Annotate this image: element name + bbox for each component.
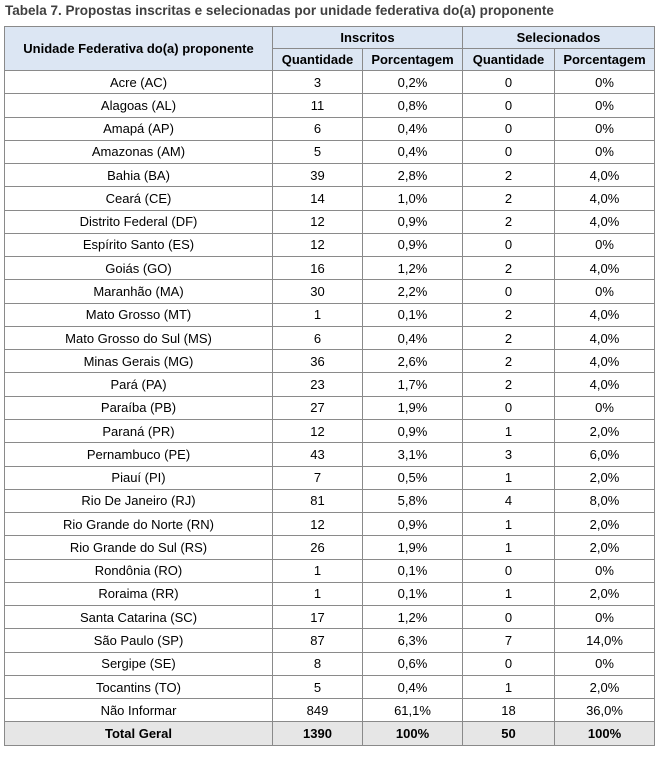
cell-uf: Amazonas (AM) [5, 140, 273, 163]
cell-inscritos-quantidade: 849 [273, 699, 363, 722]
cell-inscritos-quantidade: 1 [273, 559, 363, 582]
table-row [5, 582, 655, 605]
cell-selecionados-porcentagem: 0% [555, 233, 655, 256]
table-row [5, 489, 655, 512]
cell-inscritos-quantidade: 23 [273, 373, 363, 396]
proposals-table [4, 26, 655, 746]
cell-selecionados-quantidade: 2 [463, 187, 555, 210]
cell-selecionados-porcentagem: 4,0% [555, 373, 655, 396]
cell-inscritos-porcentagem: 1,2% [363, 606, 463, 629]
table-row [5, 629, 655, 652]
cell-inscritos-quantidade: 36 [273, 350, 363, 373]
cell-inscritos-quantidade: 16 [273, 257, 363, 280]
cell-uf: Rio Grande do Norte (RN) [5, 513, 273, 536]
cell-selecionados-porcentagem: 2,0% [555, 675, 655, 698]
cell-selecionados-porcentagem: 2,0% [555, 582, 655, 605]
cell-inscritos-porcentagem: 2,8% [363, 164, 463, 187]
cell-inscritos-porcentagem: 1,7% [363, 373, 463, 396]
cell-selecionados-porcentagem: 0% [555, 606, 655, 629]
cell-inscritos-porcentagem: 3,1% [363, 443, 463, 466]
table-row [5, 699, 655, 722]
cell-selecionados-porcentagem: 36,0% [555, 699, 655, 722]
cell-inscritos-porcentagem: 0,4% [363, 675, 463, 698]
cell-selecionados-quantidade: 2 [463, 210, 555, 233]
cell-inscritos-quantidade: 43 [273, 443, 363, 466]
cell-inscritos-porcentagem: 6,3% [363, 629, 463, 652]
cell-selecionados-quantidade: 7 [463, 629, 555, 652]
cell-inscritos-porcentagem: 0,4% [363, 117, 463, 140]
cell-selecionados-porcentagem: 8,0% [555, 489, 655, 512]
table-row [5, 466, 655, 489]
cell-uf: Sergipe (SE) [5, 652, 273, 675]
cell-inscritos-quantidade: 12 [273, 210, 363, 233]
table-row [5, 257, 655, 280]
cell-uf: Santa Catarina (SC) [5, 606, 273, 629]
cell-uf: Mato Grosso (MT) [5, 303, 273, 326]
table-row [5, 164, 655, 187]
cell-uf: Minas Gerais (MG) [5, 350, 273, 373]
cell-selecionados-porcentagem: 4,0% [555, 210, 655, 233]
table-row [5, 140, 655, 163]
cell-inscritos-quantidade: 87 [273, 629, 363, 652]
table-row [5, 396, 655, 419]
cell-inscritos-porcentagem: 0,5% [363, 466, 463, 489]
total-cell-selecionados-porcentagem: 100% [555, 722, 655, 745]
table-row [5, 210, 655, 233]
cell-uf: Rio Grande do Sul (RS) [5, 536, 273, 559]
cell-selecionados-porcentagem: 0% [555, 652, 655, 675]
cell-inscritos-porcentagem: 0,1% [363, 582, 463, 605]
table-row [5, 350, 655, 373]
table-row [5, 513, 655, 536]
header-inscritos-porcentagem: Porcentagem [363, 49, 463, 71]
cell-selecionados-quantidade: 1 [463, 536, 555, 559]
cell-selecionados-quantidade: 0 [463, 559, 555, 582]
table-row [5, 652, 655, 675]
total-cell-inscritos-porcentagem: 100% [363, 722, 463, 745]
table-row [5, 71, 655, 94]
header-selecionados: Selecionados [463, 27, 655, 49]
cell-inscritos-porcentagem: 0,2% [363, 71, 463, 94]
cell-inscritos-quantidade: 39 [273, 164, 363, 187]
cell-uf: Paraná (PR) [5, 419, 273, 442]
cell-inscritos-quantidade: 27 [273, 396, 363, 419]
cell-inscritos-porcentagem: 0,9% [363, 210, 463, 233]
cell-uf: Amapá (AP) [5, 117, 273, 140]
cell-inscritos-quantidade: 12 [273, 419, 363, 442]
cell-selecionados-porcentagem: 2,0% [555, 536, 655, 559]
cell-inscritos-quantidade: 30 [273, 280, 363, 303]
cell-uf: Distrito Federal (DF) [5, 210, 273, 233]
cell-inscritos-quantidade: 6 [273, 326, 363, 349]
cell-selecionados-quantidade: 2 [463, 373, 555, 396]
cell-selecionados-porcentagem: 2,0% [555, 419, 655, 442]
table-row [5, 187, 655, 210]
cell-uf: Não Informar [5, 699, 273, 722]
cell-selecionados-quantidade: 18 [463, 699, 555, 722]
cell-selecionados-quantidade: 1 [463, 675, 555, 698]
cell-inscritos-quantidade: 26 [273, 536, 363, 559]
cell-inscritos-quantidade: 14 [273, 187, 363, 210]
cell-inscritos-porcentagem: 1,2% [363, 257, 463, 280]
cell-inscritos-quantidade: 1 [273, 582, 363, 605]
cell-selecionados-quantidade: 0 [463, 606, 555, 629]
cell-inscritos-quantidade: 12 [273, 513, 363, 536]
table-row [5, 94, 655, 117]
cell-selecionados-porcentagem: 0% [555, 280, 655, 303]
cell-inscritos-porcentagem: 0,9% [363, 513, 463, 536]
cell-inscritos-porcentagem: 0,6% [363, 652, 463, 675]
cell-inscritos-quantidade: 12 [273, 233, 363, 256]
cell-selecionados-quantidade: 1 [463, 466, 555, 489]
cell-uf: Pará (PA) [5, 373, 273, 396]
cell-selecionados-porcentagem: 2,0% [555, 466, 655, 489]
cell-inscritos-porcentagem: 0,1% [363, 303, 463, 326]
cell-selecionados-quantidade: 4 [463, 489, 555, 512]
table-row [5, 443, 655, 466]
cell-selecionados-porcentagem: 6,0% [555, 443, 655, 466]
header-selecionados-porcentagem: Porcentagem [555, 49, 655, 71]
cell-selecionados-porcentagem: 4,0% [555, 187, 655, 210]
table-row [5, 303, 655, 326]
cell-inscritos-porcentagem: 0,9% [363, 233, 463, 256]
cell-inscritos-quantidade: 6 [273, 117, 363, 140]
cell-uf: Roraima (RR) [5, 582, 273, 605]
cell-selecionados-porcentagem: 4,0% [555, 164, 655, 187]
total-cell-uf: Total Geral [5, 722, 273, 745]
cell-uf: São Paulo (SP) [5, 629, 273, 652]
cell-selecionados-quantidade: 2 [463, 303, 555, 326]
cell-uf: Espírito Santo (ES) [5, 233, 273, 256]
cell-selecionados-porcentagem: 2,0% [555, 513, 655, 536]
cell-inscritos-porcentagem: 1,0% [363, 187, 463, 210]
cell-inscritos-porcentagem: 1,9% [363, 536, 463, 559]
cell-selecionados-quantidade: 2 [463, 350, 555, 373]
cell-selecionados-porcentagem: 0% [555, 396, 655, 419]
cell-inscritos-porcentagem: 0,8% [363, 94, 463, 117]
total-cell-inscritos-quantidade: 1390 [273, 722, 363, 745]
cell-inscritos-quantidade: 17 [273, 606, 363, 629]
cell-uf: Paraíba (PB) [5, 396, 273, 419]
cell-selecionados-porcentagem: 14,0% [555, 629, 655, 652]
cell-inscritos-porcentagem: 1,9% [363, 396, 463, 419]
total-row [5, 722, 655, 745]
cell-uf: Rondônia (RO) [5, 559, 273, 582]
cell-selecionados-quantidade: 2 [463, 164, 555, 187]
cell-selecionados-quantidade: 2 [463, 326, 555, 349]
header-selecionados-quantidade: Quantidade [463, 49, 555, 71]
cell-inscritos-porcentagem: 0,4% [363, 140, 463, 163]
cell-selecionados-porcentagem: 4,0% [555, 257, 655, 280]
cell-selecionados-porcentagem: 0% [555, 140, 655, 163]
cell-uf: Mato Grosso do Sul (MS) [5, 326, 273, 349]
table-row [5, 559, 655, 582]
total-cell-selecionados-quantidade: 50 [463, 722, 555, 745]
table-row [5, 280, 655, 303]
cell-selecionados-quantidade: 1 [463, 513, 555, 536]
cell-inscritos-porcentagem: 61,1% [363, 699, 463, 722]
cell-inscritos-porcentagem: 5,8% [363, 489, 463, 512]
cell-selecionados-quantidade: 0 [463, 117, 555, 140]
cell-uf: Rio De Janeiro (RJ) [5, 489, 273, 512]
table-caption: Tabela 7. Propostas inscritas e selecionadas por unidade federativa do(a) proponente [5, 3, 554, 18]
cell-selecionados-quantidade: 1 [463, 582, 555, 605]
cell-selecionados-porcentagem: 0% [555, 94, 655, 117]
cell-selecionados-porcentagem: 0% [555, 71, 655, 94]
cell-inscritos-quantidade: 1 [273, 303, 363, 326]
cell-selecionados-porcentagem: 0% [555, 117, 655, 140]
header-inscritos: Inscritos [273, 27, 463, 49]
cell-selecionados-quantidade: 0 [463, 140, 555, 163]
cell-inscritos-porcentagem: 0,1% [363, 559, 463, 582]
cell-uf: Piauí (PI) [5, 466, 273, 489]
cell-selecionados-quantidade: 0 [463, 280, 555, 303]
table-row [5, 326, 655, 349]
table-row [5, 373, 655, 396]
header-inscritos-quantidade: Quantidade [273, 49, 363, 71]
cell-selecionados-quantidade: 0 [463, 94, 555, 117]
cell-uf: Maranhão (MA) [5, 280, 273, 303]
cell-selecionados-quantidade: 0 [463, 71, 555, 94]
cell-inscritos-quantidade: 3 [273, 71, 363, 94]
table-row [5, 233, 655, 256]
cell-uf: Goiás (GO) [5, 257, 273, 280]
cell-inscritos-quantidade: 8 [273, 652, 363, 675]
cell-uf: Bahia (BA) [5, 164, 273, 187]
cell-selecionados-porcentagem: 4,0% [555, 326, 655, 349]
table-body [5, 71, 655, 746]
cell-inscritos-porcentagem: 2,6% [363, 350, 463, 373]
header-uf: Unidade Federativa do(a) proponente [5, 27, 273, 71]
cell-selecionados-quantidade: 2 [463, 257, 555, 280]
cell-inscritos-quantidade: 11 [273, 94, 363, 117]
cell-uf: Alagoas (AL) [5, 94, 273, 117]
cell-selecionados-quantidade: 0 [463, 652, 555, 675]
cell-selecionados-quantidade: 0 [463, 396, 555, 419]
table-row [5, 536, 655, 559]
table-row [5, 606, 655, 629]
cell-inscritos-quantidade: 5 [273, 140, 363, 163]
cell-inscritos-quantidade: 81 [273, 489, 363, 512]
cell-uf: Pernambuco (PE) [5, 443, 273, 466]
cell-uf: Ceará (CE) [5, 187, 273, 210]
cell-selecionados-quantidade: 3 [463, 443, 555, 466]
table-row [5, 117, 655, 140]
cell-selecionados-porcentagem: 0% [555, 559, 655, 582]
cell-inscritos-porcentagem: 2,2% [363, 280, 463, 303]
cell-selecionados-quantidade: 0 [463, 233, 555, 256]
table-row [5, 419, 655, 442]
table-row [5, 675, 655, 698]
cell-uf: Acre (AC) [5, 71, 273, 94]
cell-selecionados-quantidade: 1 [463, 419, 555, 442]
cell-inscritos-quantidade: 5 [273, 675, 363, 698]
cell-selecionados-porcentagem: 4,0% [555, 303, 655, 326]
cell-inscritos-porcentagem: 0,4% [363, 326, 463, 349]
cell-selecionados-porcentagem: 4,0% [555, 350, 655, 373]
cell-inscritos-quantidade: 7 [273, 466, 363, 489]
cell-inscritos-porcentagem: 0,9% [363, 419, 463, 442]
cell-uf: Tocantins (TO) [5, 675, 273, 698]
